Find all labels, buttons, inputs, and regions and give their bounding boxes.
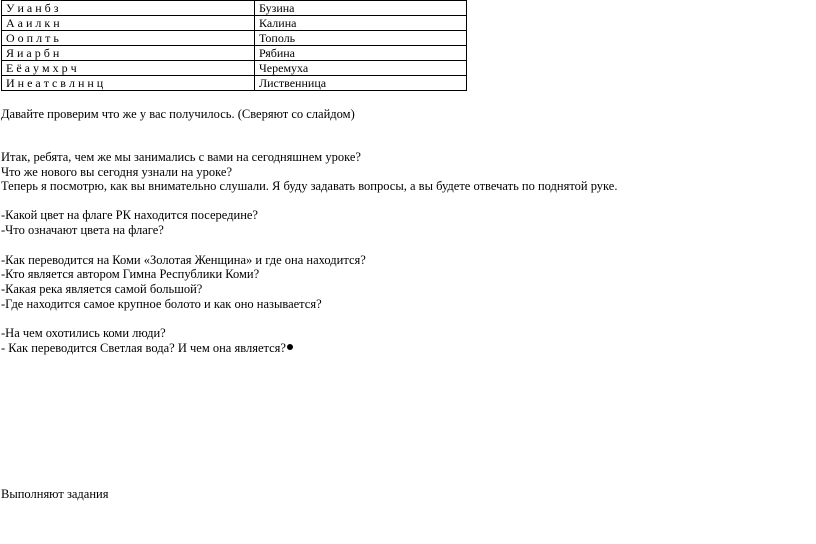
question-hunting: -На чем охотились коми люди? — [1, 326, 166, 340]
table-row — [2, 61, 467, 76]
question-golden-woman: -Как переводится на Коми «Золотая Женщина» и где она находится? — [1, 253, 366, 267]
question-flag-color: -Какой цвет на флаге РК находится посередине? — [1, 208, 258, 222]
word-table — [1, 0, 467, 91]
table-row — [2, 76, 467, 91]
check-paragraph: Давайте проверим что же у вас получилось. (Сверяют со слайдом) — [1, 107, 355, 121]
question-light-water — [1, 341, 293, 356]
tasks-line: Выполняют задания — [1, 487, 109, 501]
table-row — [2, 1, 467, 16]
summary-instruction: Теперь я посмотрю, как вы внимательно слушали. Я буду задавать вопросы, а вы будете отвечать по поднятой руке. — [1, 179, 618, 193]
question-light-water-text: - Как переводится Светлая вода? И чем она является? — [1, 341, 286, 355]
scrambled-cell: О о п л т ь — [2, 31, 255, 46]
scrambled-cell: Я и а р б н — [2, 46, 255, 61]
summary-question-2: Что же нового вы сегодня узнали на уроке? — [1, 165, 232, 179]
answer-cell: Черемуха — [255, 61, 467, 76]
question-anthem-author: -Кто является автором Гимна Республики Коми? — [1, 267, 260, 281]
answer-cell: Лиственница — [255, 76, 467, 91]
answer-cell: Бузина — [255, 1, 467, 16]
question-largest-swamp: -Где находится самое крупное болото и как оно называется? — [1, 297, 322, 311]
table-row — [2, 31, 467, 46]
scrambled-cell: А а и л к н — [2, 16, 255, 31]
answer-cell: Рябина — [255, 46, 467, 61]
scrambled-cell: Е ё а у м х р ч — [2, 61, 255, 76]
scrambled-cell: У и а н б з — [2, 1, 255, 16]
question-flag-meaning: -Что означают цвета на флаге? — [1, 223, 164, 237]
summary-question-1: Итак, ребята, чем же мы занимались с вами на сегодняшнем уроке? — [1, 150, 361, 164]
table-row — [2, 46, 467, 61]
answer-cell: Калина — [255, 16, 467, 31]
answer-cell: Тополь — [255, 31, 467, 46]
table-row — [2, 16, 467, 31]
scrambled-cell: И н е а т с в л н н ц — [2, 76, 255, 91]
bullet-dot-icon — [287, 344, 293, 350]
question-largest-river: -Какая река является самой большой? — [1, 282, 203, 296]
